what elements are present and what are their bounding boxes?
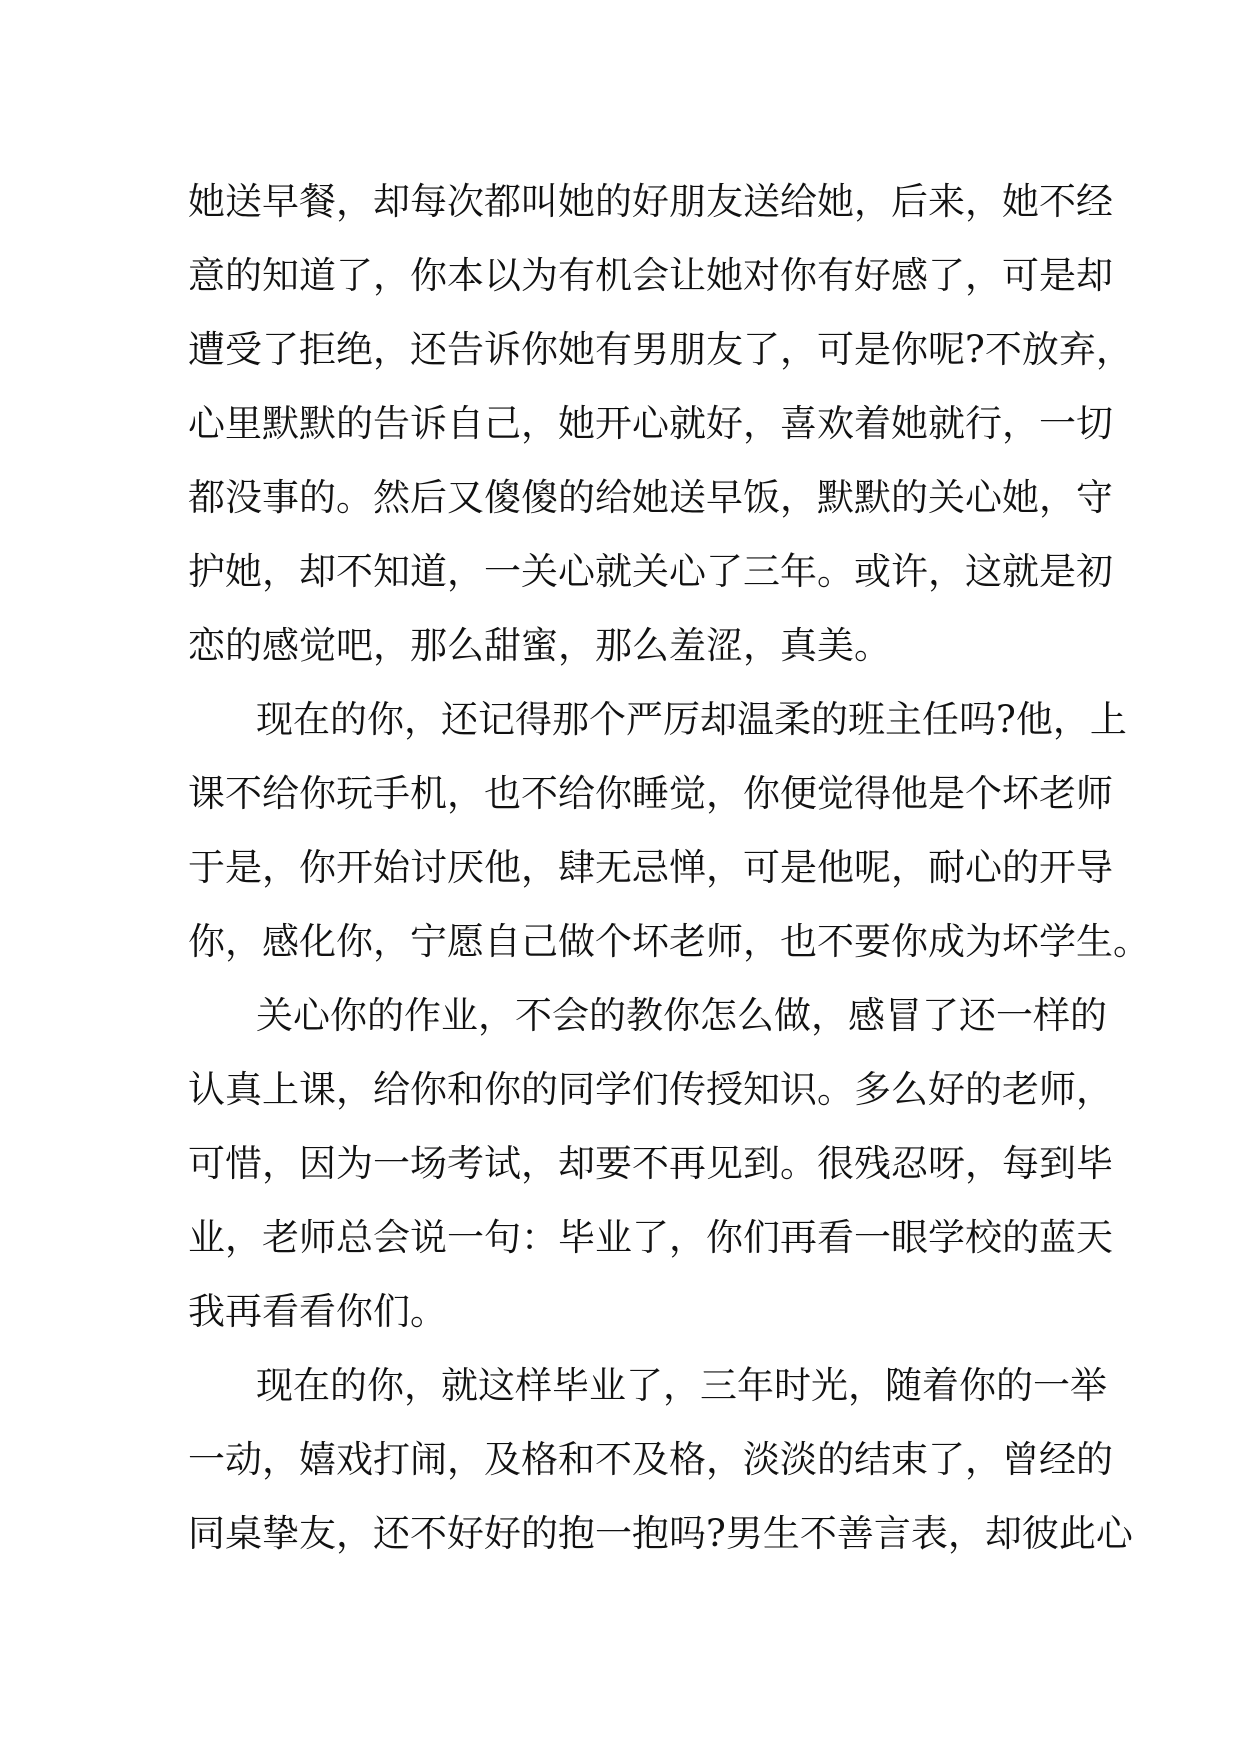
text-line: 意的知道了，你本以为有机会让她对你有好感了，可是却 bbox=[188, 254, 1113, 297]
text-line: 我再看看你们。 bbox=[188, 1290, 447, 1333]
text-line: 护她，却不知道，一关心就关心了三年。或许，这就是初 bbox=[188, 550, 1113, 593]
text-line: 同桌挚友，还不好好的抱一抱吗?男生不善言表，却彼此心 bbox=[188, 1512, 1133, 1555]
text-line: 课不给你玩手机，也不给你睡觉，你便觉得他是个坏老师 bbox=[188, 772, 1113, 815]
body-text bbox=[188, 170, 1150, 1576]
text-line: 你，感化你，宁愿自己做个坏老师，也不要你成为坏学生。 bbox=[188, 920, 1150, 963]
text-line: 遭受了拒绝，还告诉你她有男朋友了，可是你呢?不放弃， bbox=[188, 328, 1133, 371]
paragraph-first-line: 现在的你，还记得那个严厉却温柔的班主任吗?他，上 bbox=[256, 698, 1127, 741]
text-line: 一动，嬉戏打闹，及格和不及格，淡淡的结束了，曾经的 bbox=[188, 1438, 1113, 1481]
text-line: 认真上课，给你和你的同学们传授知识。多么好的老师， bbox=[188, 1068, 1113, 1111]
paragraph-first-line: 现在的你，就这样毕业了，三年时光，随着你的一举 bbox=[256, 1364, 1107, 1407]
text-line: 恋的感觉吧，那么甜蜜，那么羞涩，真美。 bbox=[188, 624, 891, 667]
text-line: 她送早餐，却每次都叫她的好朋友送给她，后来，她不经 bbox=[188, 180, 1113, 223]
text-line: 都没事的。然后又傻傻的给她送早饭，默默的关心她，守 bbox=[188, 476, 1113, 519]
text-line: 可惜，因为一场考试，却要不再见到。很残忍呀，每到毕 bbox=[188, 1142, 1113, 1185]
text-line: 于是，你开始讨厌他，肆无忌惮，可是他呢，耐心的开导 bbox=[188, 846, 1113, 889]
text-line: 业，老师总会说一句：毕业了，你们再看一眼学校的蓝天 bbox=[188, 1216, 1113, 1259]
text-line: 心里默默的告诉自己，她开心就好，喜欢着她就行，一切 bbox=[188, 402, 1113, 445]
paragraph-first-line: 关心你的作业，不会的教你怎么做，感冒了还一样的 bbox=[256, 994, 1107, 1037]
